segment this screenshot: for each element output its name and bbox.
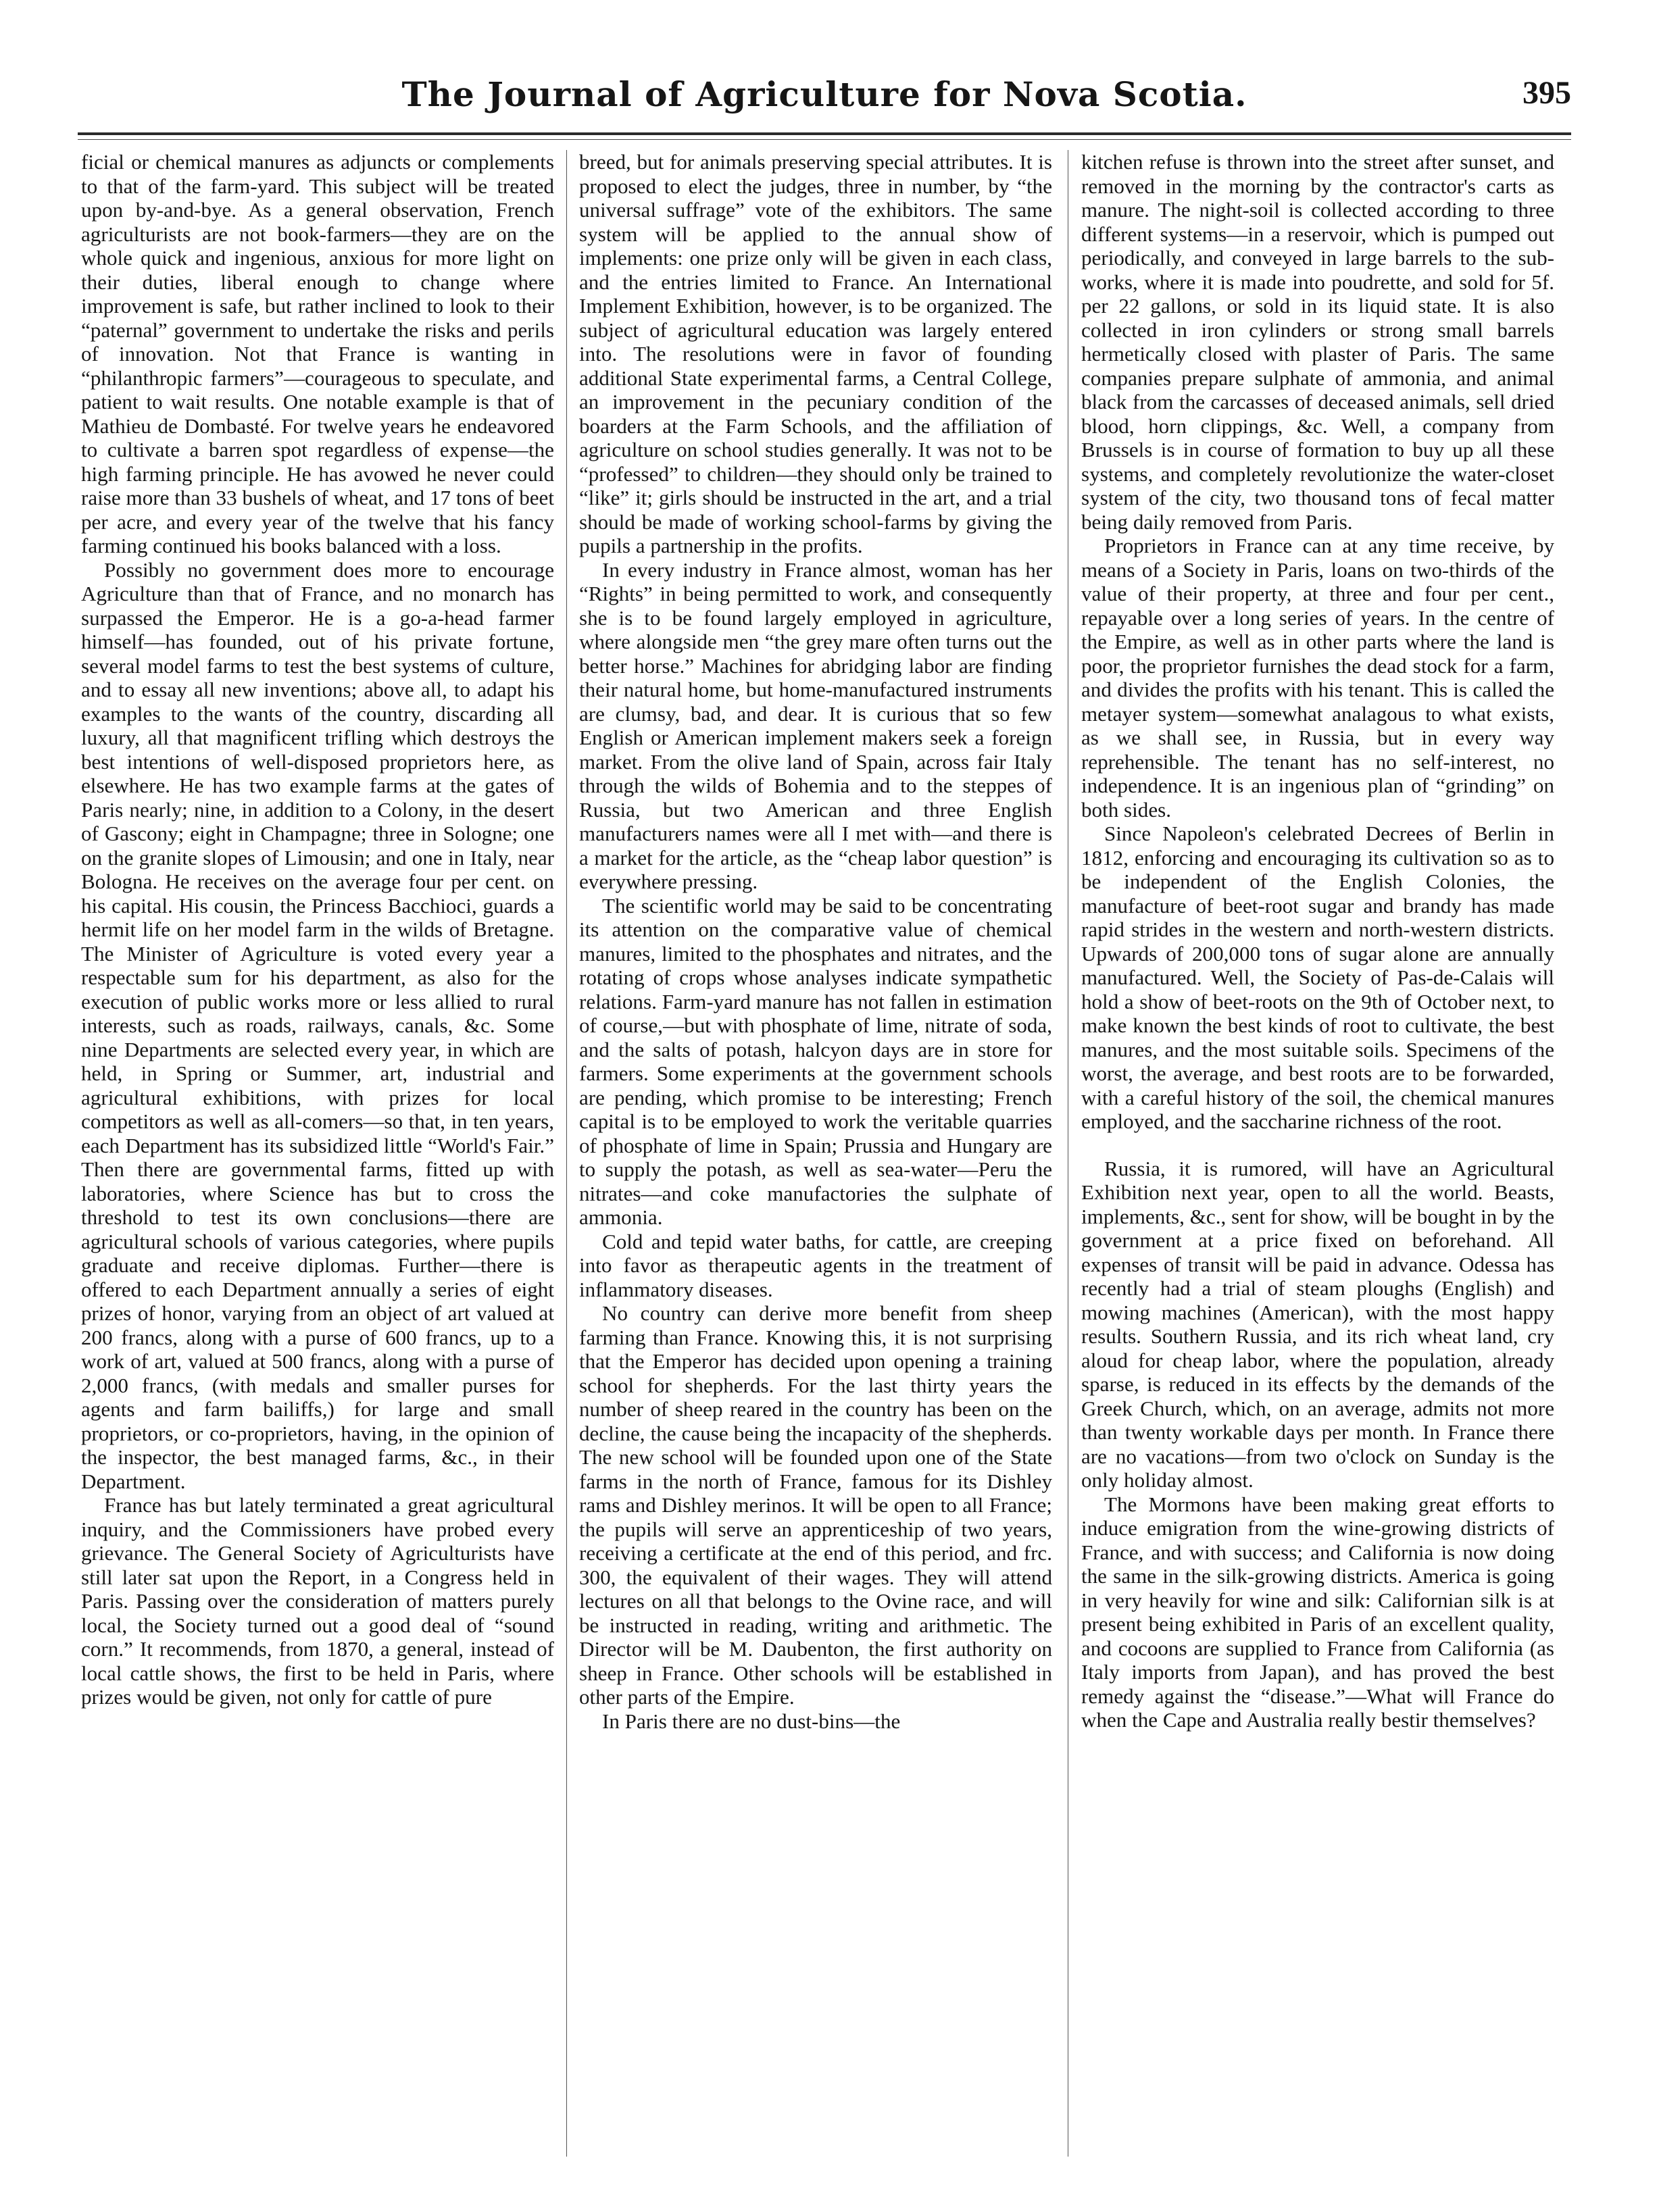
- paragraph: In Paris there are no dust-bins—the: [602, 1709, 901, 1733]
- paragraph: The Mormons have been making great efforts to induce emigration from the wine-growing districts of France, and with success; and California is now doing the same in the silk-growing districts. America is going in very heavily for wine and silk: Californian silk is at present being exhibited in Paris of an excellent quality, and cocoons are supplied to France from California (as Italy imports from Japan), and has proved the best remedy against the “disease.”—What will France do when the Cape and Australia really bestir themselves?: [1081, 1492, 1554, 1732]
- paragraph: ficial or chemical manures as adjuncts or complements to that of the farm-yard. This subject will be treated upon by-and-bye. As a general observation, French agriculturists are not book-farmers—they are on the whole quick and ingenious, anxious for more light on their duties, liberal enough to change where improvement is safe, but rather inclined to look to their “paternal” government to undertake the risks and perils of innovation. Not that France is wanting in “philanthropic farmers”—courageous to speculate, and patient to wait results. One notable example is that of Mathieu de Dombasté. For twelve years he endeavored to cultivate a barren spot regardless of expense—the high farming principle. He has avowed he never could raise more than 33 bushels of wheat, and 17 tons of beet per acre, and every year of the twelve that his fancy farming continued his books balanced with a loss.: [81, 150, 554, 557]
- page-number: 395: [1522, 75, 1571, 111]
- paragraph: Cold and tepid water baths, for cattle, are creeping into favor as therapeutic agents in the treatment of inflammatory diseases.: [579, 1229, 1052, 1301]
- column-divider: [566, 150, 567, 2157]
- paragraph: breed, but for animals preserving special attributes. It is proposed to elect the judges, three in number, by “the universal suffrage” vote of the exhibitors. The same system will be applied to the annual show of implements: one prize only will be given in each class, and the entries limited to France. An International Implement Exhibition, however, is to be organized. The subject of agricultural education was largely entered into. The resolutions were in favor of founding additional State experimental farms, a Central College, an improvement in the pecuniary condition of the boarders at the Farm Schools, and the affiliation of agriculture on school studies generally. It was not to be “professed” to children—they should only be trained to “like” it; girls should be instructed in the art, and a trial should be made of working school-farms by giving the pupils a partnership in the profits.: [579, 150, 1052, 557]
- paragraph: Russia, it is rumored, will have an Agricultural Exhibition next year, open to all the world. Beasts, implements, &c., sent for show, will be bought in by the government at a price fixed on beforehand. All expenses of transit will be paid in advance. Odessa has recently had a trial of steam ploughs (English) and mowing machines (American), with the most happy results. Southern Russia, and its rich wheat land, cry aloud for cheap labor, where the population, already sparse, is reduced in its effects by the demands of the Greek Church, which, on an average, admits not more than twenty workable days per month. In France there are no vacations—from two o'clock on Sunday is the only holiday almost.: [1081, 1156, 1554, 1492]
- paragraph: kitchen refuse is thrown into the street after sunset, and removed in the morning by the contractor's carts as manure. The night-soil is collected according to three different systems—in a reservoir, which is pumped out periodically, and conveyed in large barrels to the sub-works, where it is made into poudrette, and sold for 5f. per 22 gallons, or sold in its liquid state. It is also collected in iron cylinders or strong small barrels hermetically closed with plaster of Paris. The same companies prepare sulphate of ammonia, and animal black from the carcasses of deceased animals, sell dried blood, horn clippings, &c. Well, a company from Brussels is in course of formation to buy up all these systems, and completely revolutionize the water-closet system of the city, two thousand tons of fecal matter being daily removed from Paris.: [1081, 150, 1554, 534]
- paragraph: Possibly no government does more to encourage Agriculture than that of France, and no monarch has surpassed the Emperor. He is a go-a-head farmer himself—has founded, out of his private fortune, several model farms to test the best systems of culture, and to essay all new inventions; above all, to adapt his examples to the wants of the country, discarding all luxury, all that magnificent trifling which destroys the best intentions of well-disposed proprietors here, as elsewhere. He has two example farms at the gates of Paris nearly; nine, in addition to a Colony, in the desert of Gascony; eight in Champagne; three in Sologne; one on the granite slopes of Limousin; and one in Italy, near Bologna. He receives on the average four per cent. on his capital. His cousin, the Princess Bacchioci, guards a hermit life on her model farm in the wilds of Bretagne. The Minister of Agriculture is voted every year a respectable sum for his department, as also for the execution of public works more or less allied to rural interests, such as roads, railways, canals, &c. Some nine Departments are selected every year, in which are held, in Spring or Summer, art, industrial and agricultural exhibitions, with prizes for local competitors as well as all-comers—so that, in ten years, each Department has its subsidized little “World's Fair.” Then there are governmental farms, fitted up with laboratories, where Science has but to cross the threshold to test its own conclusions—there are agricultural schools of various categories, where pupils graduate and receive diplomas. Further—there is offered to each Department annually a series of eight prizes of honor, varying from an object of art valued at 200 francs, along with a purse of 600 francs, up to a work of art, valued at 500 francs, along with a purse of 2,000 francs, (with medals and smaller purses for agents and farm bailiffs,) for large and small proprietors, or co-proprietors, having, in the opinion of the inspector, the best managed farms, &c., in their Department.: [81, 557, 554, 1493]
- paragraph: The scientific world may be said to be concentrating its attention on the comparative value of chemical manures, limited to the phosphates and nitrates, and the rotating of crops whose analyses indicate sympathetic relations. Farm-yard manure has not fallen in estimation of course,—but with phosphate of lime, nitrate of soda, and the salts of potash, halcyon days are in store for farmers. Some experiments at the government schools are pending, which promise to be interesting; French capital is to be employed to work the veritable quarries of phosphate of lime in Spain; Prussia and Hungary are to supply the potash, as well as sea-water—Peru the nitrates—and coke manufactories the sulphate of ammonia.: [579, 893, 1052, 1229]
- paragraph: France has but lately terminated a great agricultural inquiry, and the Commissioners have probed every grievance. The General Society of Agriculturists have still later sat upon the Report, in a Congress held in Paris. Passing over the consideration of matters purely local, the Society turned out a good deal of “sound corn.” It recommends, from 1870, a general, instead of local cattle shows, the first to be held in Paris, where prizes would be given, not only for cattle of pure: [81, 1493, 554, 1709]
- text-column-1: [81, 150, 554, 2163]
- journal-title: The Journal of Agriculture for Nova Scotia.: [401, 74, 1247, 114]
- page-header: [78, 74, 1571, 128]
- header-rule-thin: [78, 139, 1571, 140]
- paragraph: No country can derive more benefit from sheep farming than France. Knowing this, it is not surprising that the Emperor has decided upon opening a training school for shepherds. For the last thirty years the number of sheep reared in the country has been on the decline, the cause being the incapacity of the shepherds. The new school will be founded upon one of the State farms in the north of France, famous for its Dishley rams and Dishley merinos. It will be open to all France; the pupils will serve an apprenticeship of two years, receiving a certificate at the end of this period, and frc. 300, the equivalent of their wages. They will attend lectures on all that belongs to the Ovine race, and will be instructed in reading, writing and arithmetic. The Director will be M. Daubenton, the first authority on sheep in France. Other schools will be established in other parts of the Empire.: [579, 1301, 1052, 1709]
- paragraph: Since Napoleon's celebrated Decrees of Berlin in 1812, enforcing and encouraging its cultivation so as to be independent of the English Colonies, the manufacture of beet-root sugar and brandy has made rapid strides in the western and north-western districts. Upwards of 200,000 tons of sugar alone are annually manufactured. Well, the Society of Pas-de-Calais will hold a show of beet-roots on the 9th of October next, to make known the best kinds of root to cultivate, the best manures, and the most suitable soils. Specimens of the worst, the average, and best roots are to be forwarded, with a careful history of the soil, the chemical manures employed, and the saccharine richness of the root.: [1081, 822, 1554, 1133]
- paragraph: Proprietors in France can at any time receive, by means of a Society in Paris, loans on two-thirds of the value of their property, at three and four per cent., repayable over a long series of years. In the centre of the Empire, as well as in other parts where the land is poor, the proprietor furnishes the dead stock for a farm, and divides the profits with his tenant. This is called the metayer system—somewhat analagous to what exists, as we shall see, in Russia, but in every way reprehensible. The tenant has no self-interest, no independence. It is an ingenious plan of “grinding” on both sides.: [1081, 534, 1554, 822]
- paragraph: In every industry in France almost, woman has her “Rights” in being permitted to work, and consequently she is to be found largely employed in agriculture, where alongside men “the grey mare often turns out the better horse.” Machines for abridging labor are finding their natural home, but home-manufactured instruments are clumsy, bad, and dear. It is curious that so few English or American implement makers seek a foreign market. From the olive land of Spain, across fair Italy through the wilds of Bohemia and to the steppes of Russia, but two American and three English manufacturers names were all I met with—and there is a market for the article, as the “cheap labor question” is everywhere pressing.: [579, 557, 1052, 893]
- text-column-3: [1081, 150, 1554, 2163]
- header-rule: [78, 132, 1571, 135]
- text-column-2: [579, 150, 1052, 2163]
